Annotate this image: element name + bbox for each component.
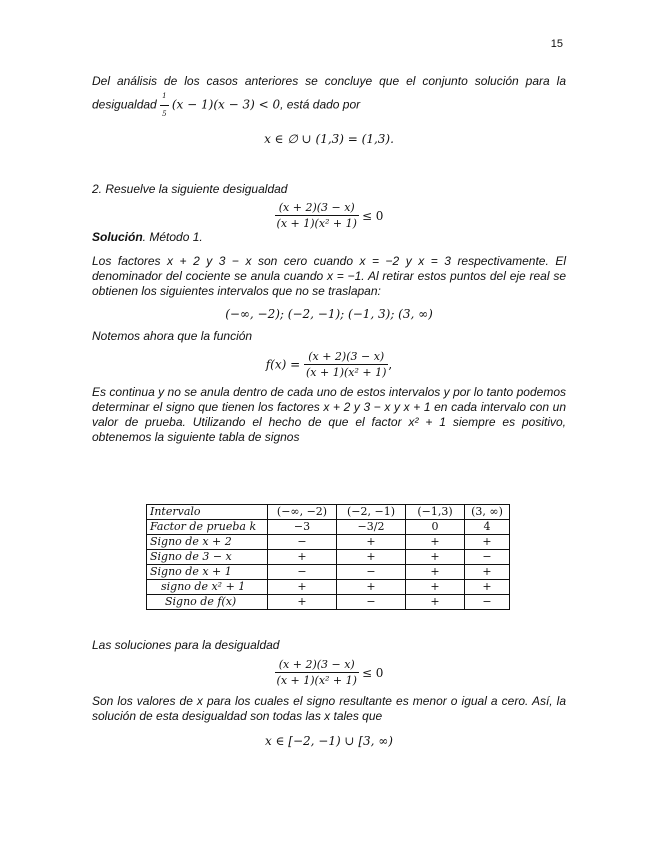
table-row-label: Factor de prueba k <box>147 520 268 535</box>
one-fifth-fraction <box>160 89 168 122</box>
frac-den: 5 <box>160 105 168 122</box>
table-header-cell: (−2, −1) <box>337 505 406 520</box>
table-cell: + <box>268 580 337 595</box>
table-cell: 4 <box>465 520 510 535</box>
table-row-label: signo de x² + 1 <box>147 580 268 595</box>
table-row <box>147 580 510 595</box>
function-denominator: (x + 1)(x² + 1) <box>306 366 387 379</box>
table-cell: + <box>337 535 406 550</box>
table-row <box>147 595 510 610</box>
conclusion-paragraph-2: Son los valores de x para los cuales el signo resultante es menor o igual a cero. Así, la solución de esta desigualdad son todas las x tales que <box>92 694 566 723</box>
table-row <box>147 535 510 550</box>
intro-result <box>92 132 566 146</box>
table-header-cell: Intervalo <box>147 505 268 520</box>
sign-table <box>146 504 510 610</box>
solution-paragraph-2: Notemos ahora que la función <box>92 329 253 343</box>
problem-numerator: (x + 2)(3 − x) <box>278 201 355 214</box>
problem-fraction <box>275 201 359 230</box>
table-header-row <box>147 505 510 520</box>
solution-method: . Método 1. <box>142 230 203 244</box>
table-row-label: Signo de x + 1 <box>147 565 268 580</box>
page-number: 15 <box>550 38 563 50</box>
intro-text-1: Del análisis de los casos anteriores se concluye que el conjunto solución para la desigualdad <box>92 74 566 112</box>
conclusion-section <box>92 638 566 748</box>
intervals-expr: (−∞, −2); (−2, −1); (−1, 3); (3, ∞) <box>225 307 433 321</box>
solution-label: Solución <box>92 230 143 244</box>
function-definition <box>92 350 566 379</box>
problem-heading: 2. Resuelve la siguiente desigualdad <box>92 182 288 196</box>
table-cell: + <box>406 595 465 610</box>
frac-num: 1 <box>162 92 167 100</box>
table-cell: − <box>465 595 510 610</box>
conclusion-relation: ≤ 0 <box>361 665 384 680</box>
solution-paragraph-1: Los factores x + 2 y 3 − x son cero cuando x = −2 y x = 3 respectivamente. El denominador del cociente se anula cuando x = −1. Al retirar estos puntos del eje real se obtienen los siguientes intervalos que no se traslapan: <box>92 254 566 298</box>
table-cell: + <box>268 550 337 565</box>
conclusion-denominator: (x + 1)(x² + 1) <box>276 674 357 687</box>
table-cell: + <box>465 565 510 580</box>
table-cell: − <box>337 565 406 580</box>
table-cell: + <box>406 550 465 565</box>
table-header-cell: (3, ∞) <box>465 505 510 520</box>
table-cell: + <box>465 535 510 550</box>
function-end: , <box>388 357 393 372</box>
final-answer <box>92 734 566 748</box>
table-row-label: Signo de x + 2 <box>147 535 268 550</box>
intro-expression: (x − 1)(x − 3) < 0 <box>171 97 281 112</box>
table-cell: + <box>465 580 510 595</box>
problem-inequality <box>92 201 566 230</box>
table-cell: + <box>406 535 465 550</box>
conclusion-paragraph-1: Las soluciones para la desigualdad <box>92 638 280 652</box>
intro-paragraph <box>92 74 566 122</box>
page-content <box>92 74 566 445</box>
table-cell: − <box>465 550 510 565</box>
table-cell: − <box>337 595 406 610</box>
table-cell: − <box>268 535 337 550</box>
table-cell: − <box>268 565 337 580</box>
intervals-line <box>92 307 566 321</box>
function-fraction <box>304 350 388 379</box>
solution-paragraph-3: Es continua y no se anula dentro de cada uno de estos intervalos y por lo tanto podemos determinar el signo que tienen los factores x + 2 y 3 − x y x + 1 en cada intervalo con un valor de prueba. Utilizando el hecho de que el factor x² + 1 siempre es positivo, obtenemos la siguiente tabla de signos <box>92 385 566 444</box>
table-cell: + <box>337 580 406 595</box>
table-row-label: Signo de f(x) <box>147 595 268 610</box>
table-row <box>147 565 510 580</box>
solution-heading <box>92 230 566 245</box>
function-numerator: (x + 2)(3 − x) <box>308 350 385 363</box>
problem-denominator: (x + 1)(x² + 1) <box>276 217 357 230</box>
final-answer-expr: x ∈ [−2, −1) ∪ [3, ∞) <box>265 734 393 748</box>
conclusion-fraction <box>275 658 359 687</box>
problem-relation: ≤ 0 <box>361 208 384 223</box>
table-header-cell: (−1,3) <box>406 505 465 520</box>
table-cell: + <box>406 580 465 595</box>
table-row <box>147 520 510 535</box>
function-lhs: f(x) = <box>265 357 301 372</box>
conclusion-numerator: (x + 2)(3 − x) <box>278 658 355 671</box>
table-row <box>147 550 510 565</box>
table-row-label: Signo de 3 − x <box>147 550 268 565</box>
conclusion-inequality <box>92 658 566 687</box>
intro-text-2: , está dado por <box>280 97 361 112</box>
intro-result-expr: x ∈ ∅ ∪ (1,3) = (1,3). <box>264 132 394 146</box>
table-cell: + <box>337 550 406 565</box>
table-cell: 0 <box>406 520 465 535</box>
table-cell: + <box>406 565 465 580</box>
table-cell: −3 <box>268 520 337 535</box>
table-cell: −3/2 <box>337 520 406 535</box>
table-cell: + <box>268 595 337 610</box>
table-header-cell: (−∞, −2) <box>268 505 337 520</box>
